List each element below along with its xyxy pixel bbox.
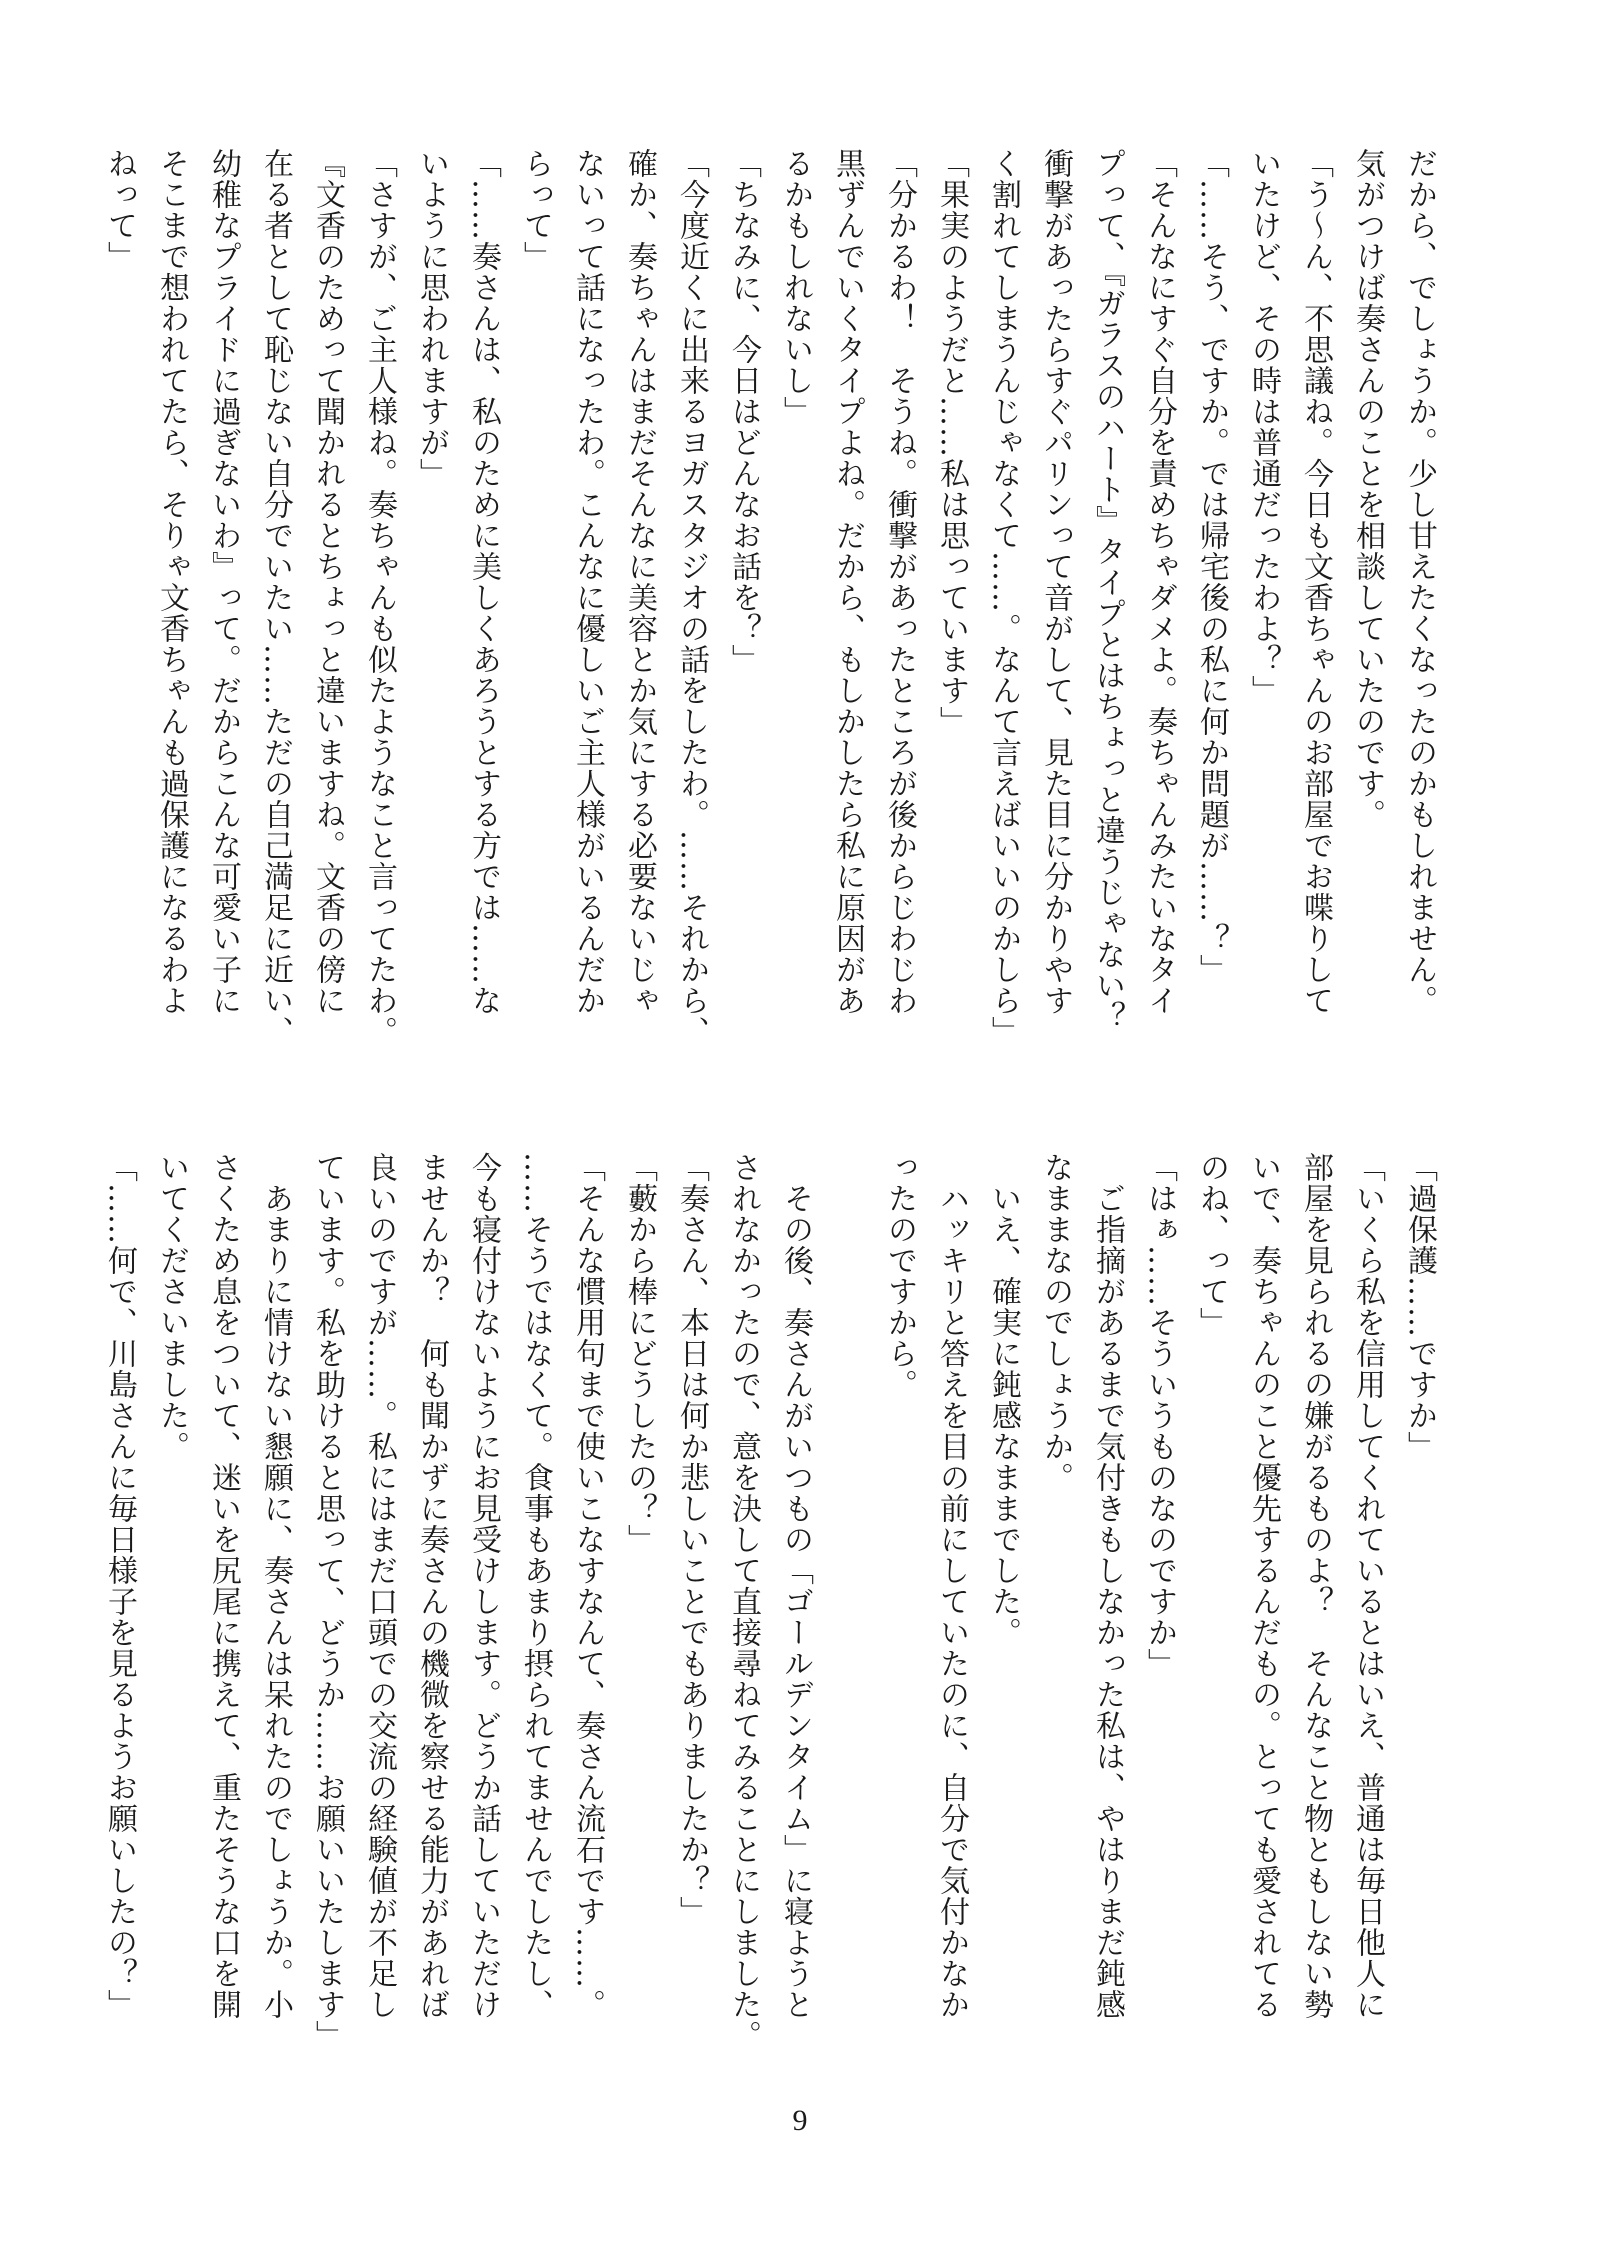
upper-text-line: 「今度近くに出来るヨガスタジオの話をしたわ。……それから、 xyxy=(674,148,709,1047)
upper-text-line: 「……そう、ですか。では帰宅後の私に何か問題が……？」 xyxy=(1194,148,1229,985)
upper-text-line: るかもしれないし」 xyxy=(778,148,813,427)
lower-text-line: いで、奏ちゃんのこと優先するんだもの。とっても愛されてる xyxy=(1246,1152,1281,2020)
lower-text-line: されなかったので、意を決して直接尋ねてみることにしました。 xyxy=(726,1152,761,2051)
lower-text-line: 「過保護……ですか」 xyxy=(1402,1152,1437,1462)
lower-text-line xyxy=(821,1152,873,2092)
upper-text-line: 黒ずんでいくタイプよね。だから、もしかしたら私に原因があ xyxy=(830,148,865,1016)
lower-text-line: ……そうではなくて。食事もあまり摂られてませんでしたし、 xyxy=(518,1152,553,2020)
lower-text-line: ご指摘があるまで気付きもしなかった私は、やはりまだ鈍感 xyxy=(1090,1152,1125,2020)
upper-text-line: だから、でしょうか。少し甘えたくなったのかもしれません。 xyxy=(1402,148,1437,1016)
lower-text-line: ませんか？ 何も聞かずに奏さんの機微を察せる能力があれば xyxy=(414,1152,449,2020)
lower-text-line: ています。私を助けると思って、どうか……お願いいたします」 xyxy=(310,1152,345,2051)
lower-text-line: ったのですから。 xyxy=(882,1152,917,1400)
upper-text-line: 「ちなみに、今日はどんなお話を？」 xyxy=(726,148,761,675)
lower-text-line: 良いのですが……。私にはまだ口頭での交流の経験値が不足し xyxy=(362,1152,397,2020)
lower-text-line: 部屋を見られるの嫌がるものよ？ そんなこと物ともしない勢 xyxy=(1298,1152,1333,2020)
lower-text-line: あまりに情けない懇願に、奏さんは呆れたのでしょうか。小 xyxy=(258,1152,293,2020)
upper-text-line: そこまで想われてたら、そりゃ文香ちゃんも過保護になるわよ xyxy=(154,148,189,1016)
lower-text-line: 今も寝付けないようにお見受けします。どうか話していただけ xyxy=(466,1152,501,2020)
upper-text-line: 確か、奏ちゃんはまだそんなに美容とか気にする必要ないじゃ xyxy=(622,148,657,1016)
upper-text-line: 「そんなにすぐ自分を責めちゃダメよ。奏ちゃんみたいなタイ xyxy=(1142,148,1177,1016)
lower-text-line: いえ、確実に鈍感なままでした。 xyxy=(986,1152,1021,1648)
upper-text-line: 幼稚なプライドに過ぎないわ』って。だからこんな可愛い子に xyxy=(206,148,241,1016)
lower-text-line: 「いくら私を信用してくれているとはいえ、普通は毎日他人に xyxy=(1350,1152,1385,2020)
upper-text-line: 在る者として恥じない自分でいたい……ただの自己満足に近い、 xyxy=(258,148,293,1047)
upper-text-line: 衝撃があったらすぐパリンって音がして、見た目に分かりやす xyxy=(1038,148,1073,1016)
upper-text-line: プって、『ガラスのハート』タイプとはちょっと違うじゃない？ xyxy=(1090,148,1125,1032)
upper-text-line: 「う～ん、不思議ね。今日も文香ちゃんのお部屋でお喋りして xyxy=(1298,148,1333,1016)
lower-text-line: なままなのでしょうか。 xyxy=(1038,1152,1073,1493)
lower-text-line: さくため息をついて、迷いを尻尾に携えて、重たそうな口を開 xyxy=(206,1152,241,2020)
upper-text-line: 「分かるわ！ そうね。衝撃があったところが後からじわじわ xyxy=(882,148,917,1016)
lower-text-line: 「藪から棒にどうしたの？」 xyxy=(622,1152,657,1555)
upper-text-line: ねって」 xyxy=(102,148,137,272)
lower-text-line: 「……何で、川島さんに毎日様子を見るようお願いしたの？」 xyxy=(102,1152,137,2020)
lower-text-line: 「はぁ……そういうものなのですか」 xyxy=(1142,1152,1177,1679)
upper-text-line: ないって話になったわ。こんなに優しいご主人様がいるんだか xyxy=(570,148,605,1016)
upper-text-line: 「さすが、ご主人様ね。奏ちゃんも似たようなこと言ってたわ。 xyxy=(362,148,397,1047)
upper-text-line: 気がつけば奏さんのことを相談していたのです。 xyxy=(1350,148,1385,830)
upper-text-line: いたけど、その時は普通だったわよ？」 xyxy=(1246,148,1281,706)
lower-text-line: いてくださいました。 xyxy=(154,1152,189,1462)
lower-text-line: のね、って」 xyxy=(1194,1152,1229,1338)
lower-text-block xyxy=(102,1152,1445,2092)
page-number: 9 xyxy=(792,2104,808,2137)
upper-text-line: 「果実のようだと……私は思っています」 xyxy=(934,148,969,737)
lower-text-line: その後、奏さんがいつもの「ゴールデンタイム」に寝ようと xyxy=(778,1152,813,2020)
upper-text-line: らって」 xyxy=(518,148,553,272)
upper-text-line: 「……奏さんは、私のために美しくあろうとする方では……な xyxy=(466,148,501,1016)
lower-text-line: 「そんな慣用句まで使いこなすなんて、奏さん流石です……。 xyxy=(570,1152,605,2020)
lower-text-line: 「奏さん、本日は何か悲しいことでもありましたか？」 xyxy=(674,1152,709,1927)
upper-text-line: 『文香のためって聞かれるとちょっと違いますね。文香の傍に xyxy=(310,148,345,1016)
upper-text-line: いように思われますが」 xyxy=(414,148,449,489)
upper-text-block xyxy=(102,148,1445,1088)
lower-text-line: ハッキリと答えを目の前にしていたのに、自分で気付かなか xyxy=(934,1152,969,2020)
upper-text-line: く割れてしまうんじゃなくて……。なんて言えばいいのかしら」 xyxy=(986,148,1021,1047)
